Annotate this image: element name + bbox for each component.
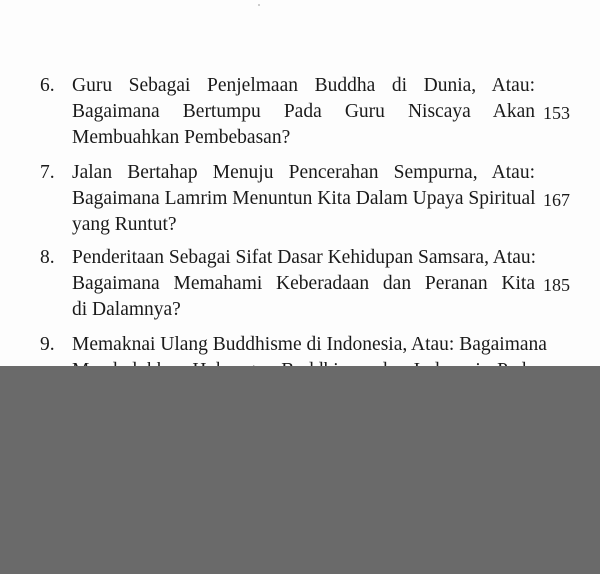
entry-title-line: Membuahkan Pembebasan? [72,127,291,148]
entry-title-line: Bagaimana Bertumpu Pada Guru Niscaya Akan [72,101,535,122]
entry-page-number: 167 [543,190,570,210]
entry-title-line: Guru Sebagai Penjelmaan Buddha di Dunia, Atau: [72,75,535,96]
gray-overlay-block [0,366,600,574]
entry-title [72,160,535,238]
paper-speck [258,4,260,6]
entry-title-line: di Dalamnya? [72,299,181,320]
entry-title [72,245,535,323]
entry-title-line: Penderitaan Sebagai Sifat Dasar Kehidupan Samsara, Atau: [72,247,537,268]
entry-title-line: Bagaimana Memahami Keberadaan dan Peranan Kita [72,273,535,294]
entry-title-line: Bagaimana Lamrim Menuntun Kita Dalam Upaya Spiritual [72,188,536,209]
entry-number: 6. [40,75,55,96]
entry-title-line: Jalan Bertahap Menuju Pencerahan Sempurna, Atau: [72,162,535,183]
entry-page-number: 153 [543,103,570,123]
entry-title [72,73,535,151]
entry-title-line: Memaknai Ulang Buddhisme di Indonesia, Atau: Bagaimana [72,334,547,355]
entry-number: 9. [40,334,55,355]
entry-number: 8. [40,247,55,268]
entry-page-number: 185 [543,275,570,295]
entry-title-line: yang Runtut? [72,214,177,235]
entry-number: 7. [40,162,55,183]
